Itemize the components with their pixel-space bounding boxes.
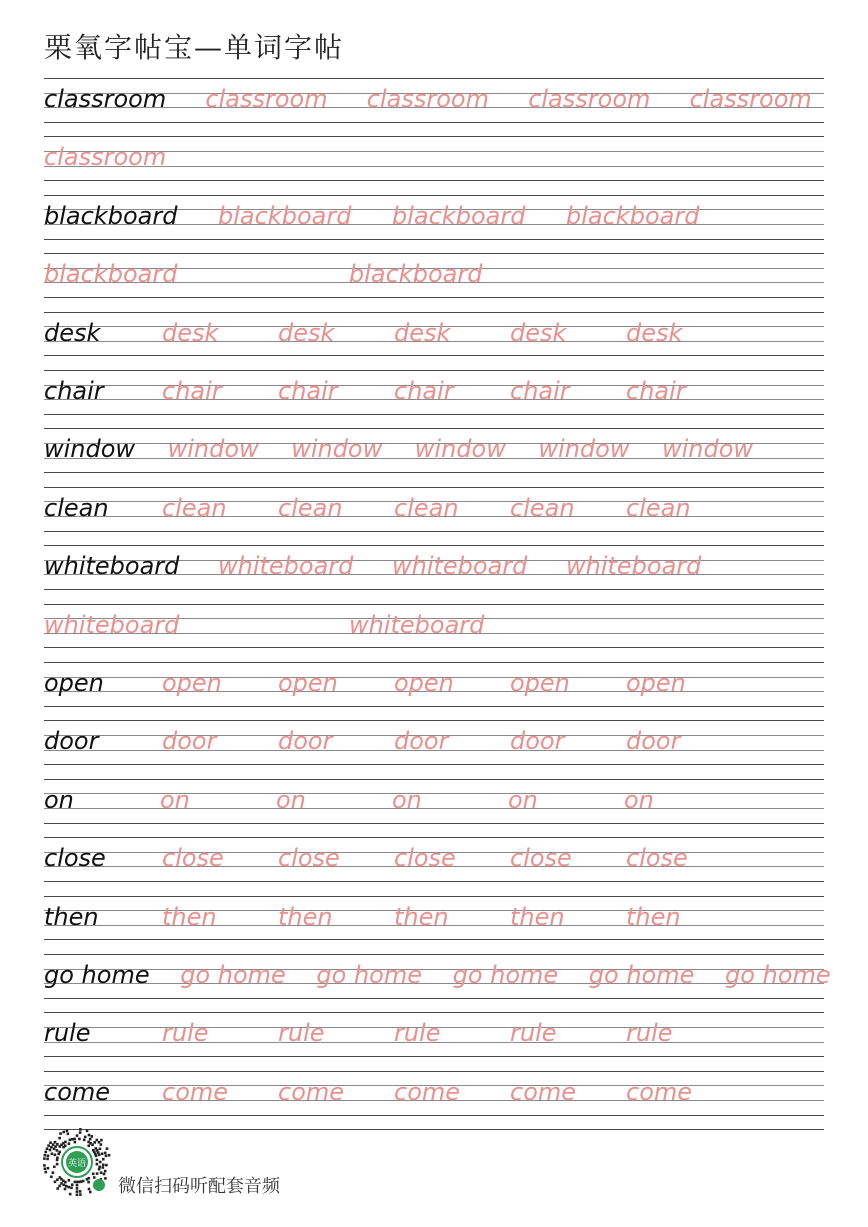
qr-dot (68, 1142, 71, 1145)
qr-dot (45, 1171, 48, 1174)
guide-line (44, 531, 824, 532)
trace-word: open (162, 669, 222, 697)
model-word: come (44, 1077, 111, 1106)
qr-dot (76, 1187, 79, 1190)
qr-dot (56, 1149, 59, 1152)
qr-dot (67, 1133, 70, 1136)
trace-word: on (508, 785, 538, 814)
trace-word: then (278, 902, 333, 931)
guide-line (44, 312, 824, 313)
trace-word: rule (510, 1019, 557, 1048)
guide-line (44, 604, 824, 605)
qr-dot (102, 1164, 105, 1167)
guide-line (44, 122, 824, 123)
trace-word: window (538, 435, 630, 464)
qr-dot (76, 1190, 79, 1193)
trace-word: chair (626, 377, 686, 405)
guide-line (44, 589, 824, 590)
trace-word: chair (278, 377, 338, 405)
guide-line (44, 136, 824, 137)
guide-line (44, 764, 824, 765)
guide-line (44, 180, 824, 181)
trace-word: rule (626, 1019, 673, 1048)
qr-dot (59, 1132, 62, 1135)
guide-line (44, 837, 824, 838)
qr-dot (76, 1184, 79, 1187)
qr-dot (88, 1134, 91, 1137)
qr-dot (53, 1148, 56, 1151)
trace-word: open (278, 669, 338, 697)
qr-dot (64, 1188, 67, 1191)
model-word: open (44, 669, 104, 697)
model-word: classroom (44, 85, 167, 113)
trace-word: close (278, 844, 340, 873)
qr-dot (58, 1137, 61, 1140)
trace-word: on (392, 785, 422, 814)
trace-word: blackboard (392, 201, 526, 230)
trace-word: chair (394, 377, 454, 405)
trace-word: desk (278, 318, 335, 347)
trace-word: close (626, 844, 688, 873)
model-word: whiteboard (44, 552, 180, 581)
trace-word: door (278, 727, 333, 756)
qr-dot (49, 1149, 52, 1152)
trace-word: desk (162, 318, 219, 347)
guide-line (44, 297, 824, 298)
guide-line (44, 1056, 824, 1057)
guide-line (44, 1071, 824, 1072)
qr-dot (64, 1145, 67, 1148)
guide-line (44, 647, 824, 648)
trace-word: rule (394, 1019, 441, 1048)
trace-word: go home (316, 961, 422, 989)
guide-line (44, 253, 824, 254)
qr-code-icon[interactable] (42, 1128, 112, 1198)
qr-dot (86, 1130, 89, 1133)
qr-dot (68, 1179, 71, 1182)
trace-word: whiteboard (44, 610, 180, 639)
model-word: then (44, 902, 99, 931)
model-word: on (44, 785, 74, 814)
model-word: rule (44, 1019, 91, 1048)
qr-dot (91, 1144, 94, 1147)
qr-dot (63, 1184, 66, 1187)
qr-dot (93, 1176, 96, 1179)
qr-dot (50, 1146, 53, 1149)
trace-word: close (510, 844, 572, 873)
qr-dot (105, 1164, 108, 1167)
guide-line (44, 195, 824, 196)
guide-line (44, 662, 824, 663)
trace-word: rule (278, 1019, 325, 1048)
trace-word: come (162, 1077, 229, 1106)
trace-word: window (291, 435, 383, 464)
trace-word: clean (510, 493, 575, 522)
trace-word: close (394, 844, 456, 873)
qr-dot (60, 1182, 63, 1185)
guide-line (44, 78, 824, 79)
trace-word: open (510, 669, 570, 697)
trace-word: open (626, 669, 686, 697)
qr-dot (69, 1193, 72, 1196)
guide-line (44, 896, 824, 897)
guide-line (44, 1012, 824, 1013)
qr-dot (83, 1139, 86, 1142)
trace-word: door (162, 727, 217, 756)
trace-word: window (662, 435, 754, 464)
qr-dot (106, 1147, 109, 1150)
trace-word: go home (725, 961, 831, 989)
qr-dot (96, 1163, 99, 1166)
qr-dot (100, 1171, 103, 1174)
trace-word: on (276, 785, 306, 814)
qr-dot (84, 1136, 87, 1139)
qr-dot (52, 1171, 55, 1174)
qr-dot (71, 1183, 74, 1186)
trace-word: open (394, 669, 454, 697)
qr-dot (71, 1138, 74, 1141)
trace-word: door (394, 727, 449, 756)
trace-word: come (626, 1077, 693, 1106)
trace-word: blackboard (218, 201, 352, 230)
qr-dot (104, 1170, 107, 1173)
qr-dot (76, 1194, 79, 1197)
qr-dot (78, 1138, 81, 1141)
qr-dot (56, 1187, 59, 1190)
qr-dot (88, 1145, 91, 1148)
guide-line (44, 428, 824, 429)
trace-word: then (162, 902, 217, 931)
trace-word: clean (626, 493, 691, 522)
qr-dot (99, 1148, 102, 1151)
trace-word: whiteboard (566, 552, 702, 581)
qr-dot (52, 1143, 55, 1146)
guide-line (44, 881, 824, 882)
guide-line (44, 969, 824, 970)
qr-badge-text: 英语 (67, 1159, 87, 1169)
qr-dot (68, 1186, 71, 1189)
qr-dot (46, 1158, 49, 1161)
qr-dot (44, 1154, 47, 1157)
qr-dot (50, 1176, 53, 1179)
qr-dot (62, 1131, 65, 1134)
qr-dot (65, 1185, 68, 1188)
qr-dot (69, 1139, 72, 1142)
qr-dot (53, 1166, 56, 1169)
qr-dot (102, 1158, 105, 1161)
trace-word: classroom (205, 85, 328, 113)
qr-dot (43, 1157, 46, 1160)
trace-word: classroom (689, 85, 812, 113)
page-title: 栗氧字帖宝—单词字帖 (44, 31, 345, 64)
trace-word: classroom (366, 85, 489, 113)
qr-dot (100, 1139, 103, 1142)
qr-dot (56, 1163, 59, 1166)
guide-line (44, 1129, 824, 1130)
trace-word: chair (510, 377, 570, 405)
qr-dot (47, 1155, 50, 1158)
trace-word: window (414, 435, 506, 464)
guide-line (44, 998, 824, 999)
guide-line (44, 939, 824, 940)
qr-dot (100, 1143, 103, 1146)
qr-dot (92, 1173, 95, 1176)
guide-line (44, 487, 824, 488)
trace-word: desk (394, 318, 451, 347)
guide-line (44, 720, 824, 721)
trace-word: desk (626, 318, 683, 347)
trace-word: blackboard (349, 260, 483, 289)
trace-word: blackboard (44, 260, 178, 289)
qr-dot (45, 1151, 48, 1154)
qr-dot (87, 1181, 90, 1184)
qr-dot (102, 1166, 105, 1169)
trace-word: go home (452, 961, 559, 989)
trace-word: come (278, 1077, 345, 1106)
qr-dot (64, 1141, 67, 1144)
trace-word: clean (394, 493, 459, 522)
guide-line (44, 414, 824, 415)
qr-dot (98, 1154, 101, 1157)
qr-dot (56, 1178, 59, 1181)
qr-dot (79, 1190, 82, 1193)
trace-word: then (626, 902, 681, 931)
qr-dot (70, 1187, 73, 1190)
guide-line (44, 370, 824, 371)
guide-line (44, 472, 824, 473)
qr-dot (96, 1172, 99, 1175)
qr-dot (58, 1151, 61, 1154)
model-word: close (44, 844, 106, 873)
qr-dot (88, 1188, 91, 1191)
qr-dot (54, 1154, 57, 1157)
qr-dot (89, 1191, 92, 1194)
trace-word: door (510, 727, 565, 756)
trace-word: chair (162, 377, 222, 405)
trace-word: desk (510, 318, 567, 347)
qr-dot (44, 1168, 47, 1171)
model-word: door (44, 727, 99, 756)
qr-dot (79, 1128, 82, 1131)
trace-word: whiteboard (392, 552, 528, 581)
guide-line (44, 779, 824, 780)
trace-word: come (394, 1077, 461, 1106)
trace-word: rule (162, 1019, 209, 1048)
guide-line (44, 954, 824, 955)
qr-corner-dot (93, 1179, 105, 1191)
qr-dot (86, 1178, 89, 1181)
qr-dot (59, 1176, 62, 1179)
qr-dot (46, 1147, 49, 1150)
guide-line (44, 239, 824, 240)
trace-word: go home (180, 961, 286, 989)
qr-dot (58, 1185, 61, 1188)
guide-line (44, 1115, 824, 1116)
model-word: chair (44, 377, 104, 405)
trace-word: then (394, 902, 449, 931)
qr-dot (51, 1153, 54, 1156)
qr-dot (104, 1152, 107, 1155)
trace-word: clean (278, 493, 343, 522)
qr-dot (47, 1167, 50, 1170)
qr-dot (74, 1181, 77, 1184)
qr-dot (98, 1166, 101, 1169)
qr-dot (79, 1193, 82, 1196)
trace-word: classroom (44, 143, 167, 172)
model-word: desk (44, 318, 101, 347)
qr-dot (108, 1154, 111, 1157)
qr-dot (93, 1141, 96, 1144)
qr-dot (96, 1159, 99, 1162)
model-word: window (44, 435, 136, 464)
trace-word: door (626, 727, 681, 756)
qr-dot (49, 1141, 52, 1144)
trace-word: close (162, 844, 224, 873)
qr-dot (91, 1135, 94, 1138)
qr-dot (89, 1138, 92, 1141)
qr-dot (98, 1141, 101, 1144)
trace-word: on (160, 785, 190, 814)
qr-dot (76, 1134, 79, 1137)
qr-dot (103, 1173, 106, 1176)
qr-dot (79, 1131, 82, 1134)
trace-word: come (510, 1077, 577, 1106)
qr-dot (98, 1168, 101, 1171)
trace-word: classroom (528, 85, 651, 113)
guide-line (44, 823, 824, 824)
scan-audio-hint: 微信扫码听配套音频 (118, 1176, 280, 1197)
model-word: go home (44, 961, 150, 989)
model-word: blackboard (44, 201, 178, 230)
qr-dot (95, 1155, 98, 1158)
trace-word: whiteboard (218, 552, 354, 581)
trace-word: on (624, 785, 654, 814)
qr-dot (43, 1164, 46, 1167)
qr-dot (73, 1138, 76, 1141)
qr-dot (54, 1141, 57, 1144)
trace-word: clean (162, 493, 227, 522)
trace-word: then (510, 902, 565, 931)
qr-dot (56, 1143, 59, 1146)
guide-line (44, 706, 824, 707)
qr-dot (54, 1181, 57, 1184)
qr-dot (56, 1157, 59, 1160)
qr-dot (66, 1130, 69, 1133)
qr-dot (104, 1177, 107, 1180)
model-word: clean (44, 493, 109, 522)
qr-dot (74, 1141, 77, 1144)
trace-word: window (167, 435, 259, 464)
qr-dot (101, 1153, 104, 1156)
guide-line (44, 545, 824, 546)
trace-word: whiteboard (349, 610, 485, 639)
qr-dot (105, 1155, 108, 1158)
trace-word: go home (588, 961, 695, 989)
guide-line (44, 355, 824, 356)
qr-dot (47, 1144, 50, 1147)
guide-line (44, 983, 824, 984)
trace-word: blackboard (566, 201, 700, 230)
qr-dot (99, 1161, 102, 1164)
